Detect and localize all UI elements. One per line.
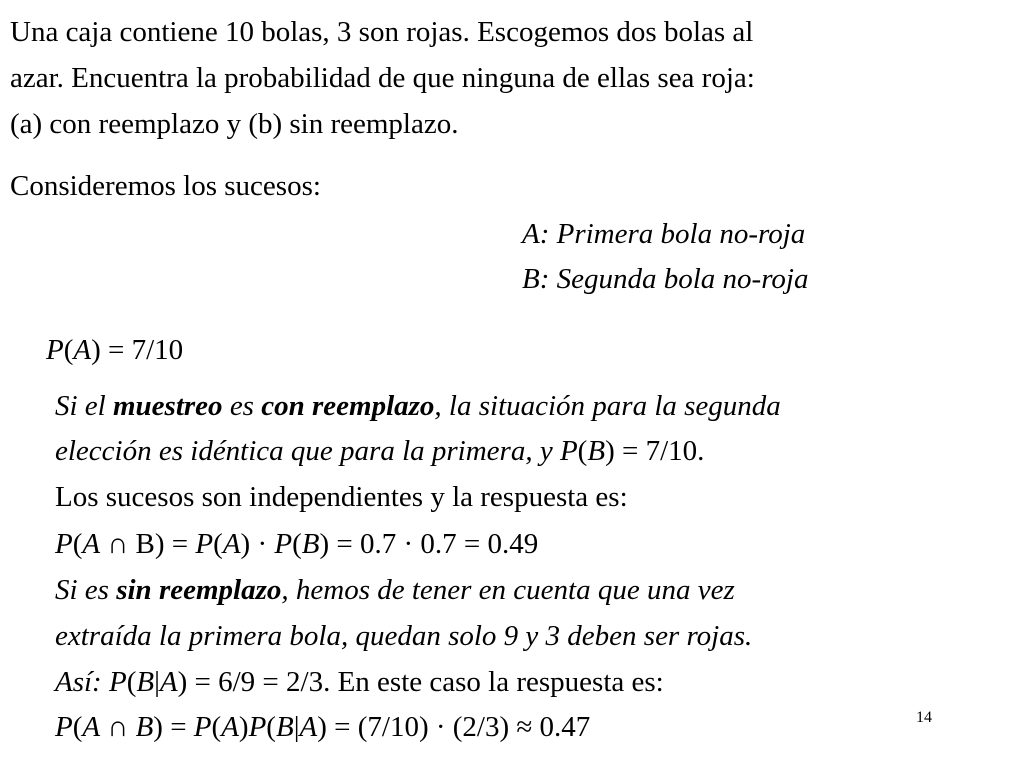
text: ) = 0.7 · 0.7 = 0.49 xyxy=(319,528,539,560)
text: ) = 6/9 = 2/3. En este caso la respuesta es: xyxy=(177,666,664,698)
text: ) = xyxy=(153,711,194,743)
symbol-a: A xyxy=(82,528,101,560)
paren: ( xyxy=(63,334,74,366)
text: elección es idéntica que para la primera, y xyxy=(55,435,560,467)
symbol-p: P xyxy=(55,711,73,743)
problem-line-1: Una caja contiene 10 bolas, 3 son rojas. Escogemos dos bolas al xyxy=(10,16,754,48)
text: ∩ B) = xyxy=(100,528,196,560)
text: Así: xyxy=(55,666,109,698)
text: , la situación para la segunda xyxy=(434,390,781,422)
with-replacement-line-3: Los sucesos son independientes y la respuesta es: xyxy=(55,481,628,513)
symbol-b: B xyxy=(275,711,294,743)
events-intro: Consideremos los sucesos: xyxy=(10,170,321,202)
symbol-b: B xyxy=(301,528,320,560)
paren: ( xyxy=(577,435,588,467)
text: Si es xyxy=(55,574,117,606)
emphasis-sin-reemplazo: sin reemplazo xyxy=(116,574,282,606)
text: ) = 7/10 xyxy=(91,334,184,366)
text: Si el xyxy=(55,390,113,422)
probability-a xyxy=(46,336,183,365)
paren: ( xyxy=(72,711,83,743)
symbol-p: P xyxy=(108,666,127,698)
text: ) = (7/10) · (2/3) ≈ 0.47 xyxy=(317,711,591,743)
without-replacement-formula xyxy=(55,713,590,742)
emphasis-muestreo: muestreo xyxy=(113,390,223,422)
symbol-a: A xyxy=(299,711,318,743)
bar: | xyxy=(293,711,300,743)
page-number: 14 xyxy=(916,709,932,726)
bar: | xyxy=(154,666,160,698)
text: ∩ xyxy=(100,711,136,743)
paren: ( xyxy=(126,666,137,698)
symbol-a: A xyxy=(73,334,92,366)
symbol-a: A xyxy=(82,711,101,743)
paren: ( xyxy=(266,711,276,743)
with-replacement-line-1 xyxy=(55,392,781,421)
text: es xyxy=(222,390,262,422)
symbol-p: P xyxy=(193,711,212,743)
symbol-p: P xyxy=(559,435,578,467)
event-a: A: Primera bola no-roja xyxy=(522,218,806,250)
paren: ( xyxy=(292,528,302,560)
without-replacement-line-1 xyxy=(55,576,735,605)
symbol-p: P xyxy=(274,528,293,560)
symbol-p: P xyxy=(46,334,64,366)
paren: ) xyxy=(238,711,249,743)
paren: ( xyxy=(72,528,83,560)
symbol-a: A xyxy=(159,666,178,698)
paren: ( xyxy=(213,528,223,560)
symbol-b: B xyxy=(587,435,606,467)
symbol-p: P xyxy=(195,528,214,560)
problem-line-2: azar. Encuentra la probabilidad de que ninguna de ellas sea roja: xyxy=(10,62,755,94)
with-replacement-formula xyxy=(55,530,538,559)
symbol-a: A xyxy=(221,711,239,743)
text: ) · xyxy=(240,528,275,560)
emphasis-con-reemplazo: con reemplazo xyxy=(261,390,435,422)
symbol-b: B xyxy=(136,666,155,698)
with-replacement-line-2 xyxy=(55,437,704,466)
symbol-a: A xyxy=(222,528,241,560)
without-replacement-line-2: extraída la primera bola, quedan solo 9 y 3 deben ser rojas. xyxy=(55,620,753,652)
symbol-p: P xyxy=(248,711,267,743)
event-b: B: Segunda bola no-roja xyxy=(522,263,809,295)
without-replacement-line-3 xyxy=(55,668,664,697)
text: ) = 7/10. xyxy=(605,435,705,467)
symbol-p: P xyxy=(55,528,73,560)
problem-line-3: (a) con reemplazo y (b) sin reemplazo. xyxy=(10,108,459,140)
paren: ( xyxy=(211,711,222,743)
text: , hemos de tener en cuenta que una vez xyxy=(281,574,735,606)
symbol-b: B xyxy=(135,711,154,743)
